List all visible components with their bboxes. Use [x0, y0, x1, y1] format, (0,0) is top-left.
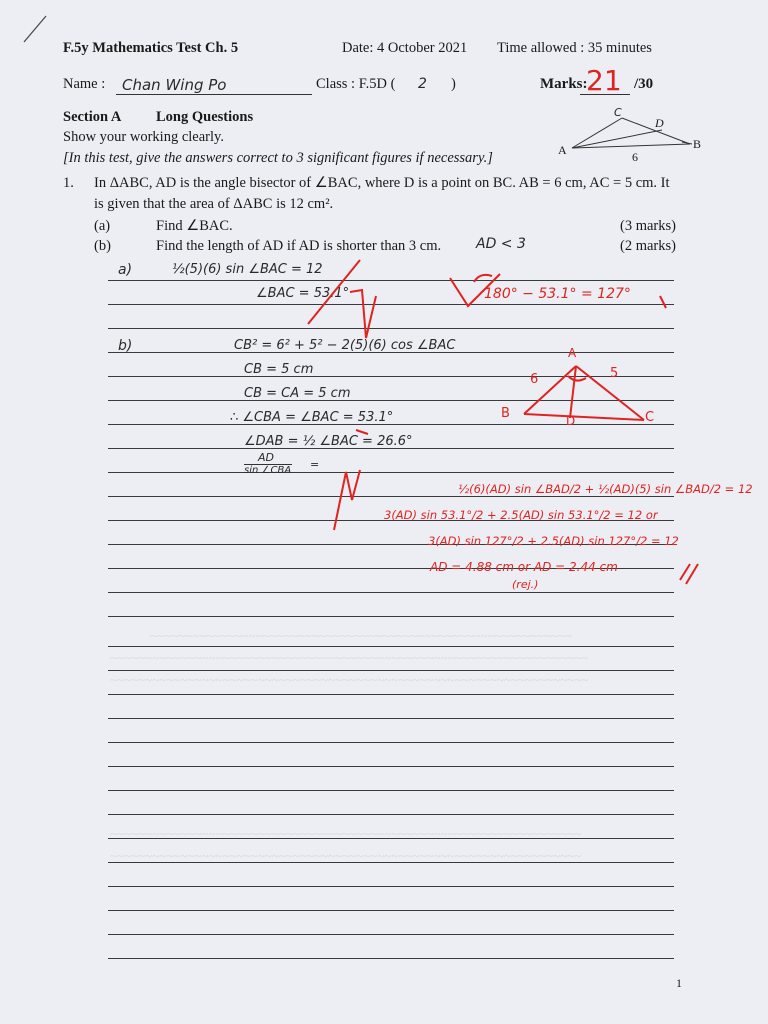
name-underline — [116, 94, 312, 95]
working-b-line-1: CB² = 6² + 5² − 2(5)(6) cos ∠BAC — [234, 338, 456, 353]
question-number: 1. — [63, 175, 74, 191]
triangle-sketch — [510, 350, 660, 440]
marks-score: 21 — [586, 64, 622, 97]
part-b-label: (b) — [94, 238, 111, 254]
pencil-mark — [20, 12, 50, 46]
working-b-line-6-num: AD — [258, 451, 274, 464]
section-title: Section A — [63, 109, 122, 125]
figure-label-a: A — [558, 143, 567, 157]
question-line-1: In ΔABC, AD is the angle bisector of ∠BAC, where D is a point on BC. AB = 6 cm, AC = 5 cm. It — [94, 175, 670, 191]
part-b-marks: (2 marks) — [620, 238, 676, 254]
correction-line-1: ½(6)(AD) sin ∠BAD/2 + ½(AD)(5) sin ∠BAD/2 = 12 — [458, 482, 753, 496]
marks-underline — [580, 94, 630, 95]
correction-line-3: 3(AD) sin 127°/2 + 2.5(AD) sin 127°/2 = 12 — [428, 534, 679, 548]
sketch-side-ab: 6 — [530, 372, 539, 387]
class-number: 2 — [418, 76, 427, 92]
working-b-line-3: CB = CA = 5 cm — [244, 386, 351, 401]
question-line-2: is given that the area of ΔABC is 12 cm². — [94, 196, 334, 212]
correction-line-5: (rej.) — [512, 578, 539, 591]
section-subtitle: Long Questions — [156, 109, 254, 125]
class-label: Class : F.5D ( — [316, 76, 396, 92]
sketch-side-ac: 5 — [610, 366, 619, 381]
working-a-line-1: ½(5)(6) sin ∠BAC = 12 — [172, 262, 323, 277]
working-b-line-4: ∴ ∠CBA = ∠BAC = 53.1° — [230, 410, 394, 425]
test-paper-page: ~~~~~~~~~~~~~~~~~~~~~~~~~~~~~~~~~~~~~~~~~~~~~~~~~~~~~~~~~~~~ ~~~~~~~~~~~~~~~~~~~~~~~~~~~~~~~~~~~~~~~~~~~~~~~~~~~~~~~~~~~~~~~~~~~~ ~~~~~~~~~~~~~~~~~~~~~~~~~~~~~~~~~~~~~~~~~~~~~~~~~~~~~~~~~~~~~~~~~~~~ ~~~~~~~~~~~~~~~~~~~~~~~~~~~~~~~~~~~~~~~~~~~~~~~~~~~~~~~~~~~~~~~~~~~ ~~~~~~~~~~~~~~~~~~~~~~~~~~~~~~~~~~~~~~~~~~~~~~~~~~~~~~~~~~~~~~~~~~~ F.5y Mathematics Test Ch. 5 Date: 4 October 2021 Time allowed : 35 minutes Name : Chan Wing Po Class : F.5D ( 2 ) Marks: 21 /30 Section A Long Questions Show your working clearly. [In this test, give the answers correct to 3 significant figures if necessary.] A B D C 6 1. In ΔABC, AD is the angle bisector of ∠BAC, where D is a point on BC. AB = 6 cm, AC = 5 cm. It is given that the area of ΔABC is 12 cm². (a) Find ∠BAC. (3 marks) (b) Find the length of AD if AD is shorter than 3 cm. AD < 3 (2 marks) a) ½(5)(6) sin ∠BAC = 12 ∠BAC = 53.1° 180° − 53.1° = 127° b) CB² = 6² + 5² − 2(5)(6) cos ∠BAC CB = 5 cm CB = CA = 5 cm ∴ ∠CBA = ∠BAC = 53.1° ∠DAB = ½ ∠BAC = 26.6° AD sin ∠CBA = A B C D 6 5 ½(6)(AD) sin ∠BAD/2 + ½(AD)(5) sin ∠BAD/2 = 12 3(AD) sin 53.1°/2 + 2.5(AD) sin 53.1°/2 = 12 or 3(AD) sin 127°/2 + 2.5(AD) sin 127°/2 = 12 AD = 4.88 cm or AD = 2.44 cm (rej.) 1 — [0, 0, 768, 1024]
test-title: F.5y Mathematics Test Ch. 5 — [63, 40, 239, 56]
working-b-line-6-den: sin ∠CBA — [244, 465, 292, 476]
red-final-tick — [676, 558, 706, 588]
figure-label-b: B — [693, 137, 702, 151]
working-b-line-6-eq: = — [310, 458, 320, 471]
working-a-label: a) — [118, 262, 133, 278]
name-label: Name : — [63, 76, 106, 92]
section-note: [In this test, give the answers correct to 3 significant figures if necessary.] — [63, 150, 493, 166]
marks-label: Marks: — [540, 76, 588, 92]
time-allowed: Time allowed : 35 minutes — [497, 40, 652, 56]
red-tick-marks-a — [300, 252, 690, 352]
page-number: 1 — [676, 976, 682, 990]
sketch-label-d: D — [566, 414, 576, 428]
part-b-text: Find the length of AD if AD is shorter than 3 cm. — [156, 238, 442, 254]
part-a-marks: (3 marks) — [620, 218, 676, 234]
class-close: ) — [451, 76, 456, 92]
working-b-line-5: ∠DAB = ½ ∠BAC = 26.6° — [244, 434, 413, 449]
part-a-text: Find ∠BAC. — [156, 218, 233, 234]
margin-note: AD < 3 — [476, 236, 526, 252]
test-date: Date: 4 October 2021 — [342, 40, 468, 56]
sketch-label-c: C — [645, 410, 655, 425]
figure-side-label: 6 — [632, 150, 638, 164]
marks-total: /30 — [634, 76, 654, 92]
section-instruction: Show your working clearly. — [63, 129, 224, 145]
working-a-line-2: ∠BAC = 53.1° — [256, 286, 350, 301]
part-a-label: (a) — [94, 218, 111, 234]
correction-line-2: 3(AD) sin 53.1°/2 + 2.5(AD) sin 53.1°/2 = 12 or — [384, 508, 658, 522]
working-b-line-2: CB = 5 cm — [244, 362, 314, 377]
triangle-figure — [552, 104, 702, 164]
name-value: Chan Wing Po — [122, 76, 227, 94]
working-a-alt-answer: 180° − 53.1° = 127° — [484, 286, 631, 302]
sketch-label-b: B — [501, 406, 510, 421]
correction-line-4: AD = 4.88 cm or AD = 2.44 cm — [430, 560, 618, 574]
figure-label-d: D — [655, 116, 664, 130]
sketch-label-a: A — [568, 346, 577, 360]
figure-label-c: C — [614, 106, 622, 119]
working-b-label: b) — [118, 338, 133, 354]
